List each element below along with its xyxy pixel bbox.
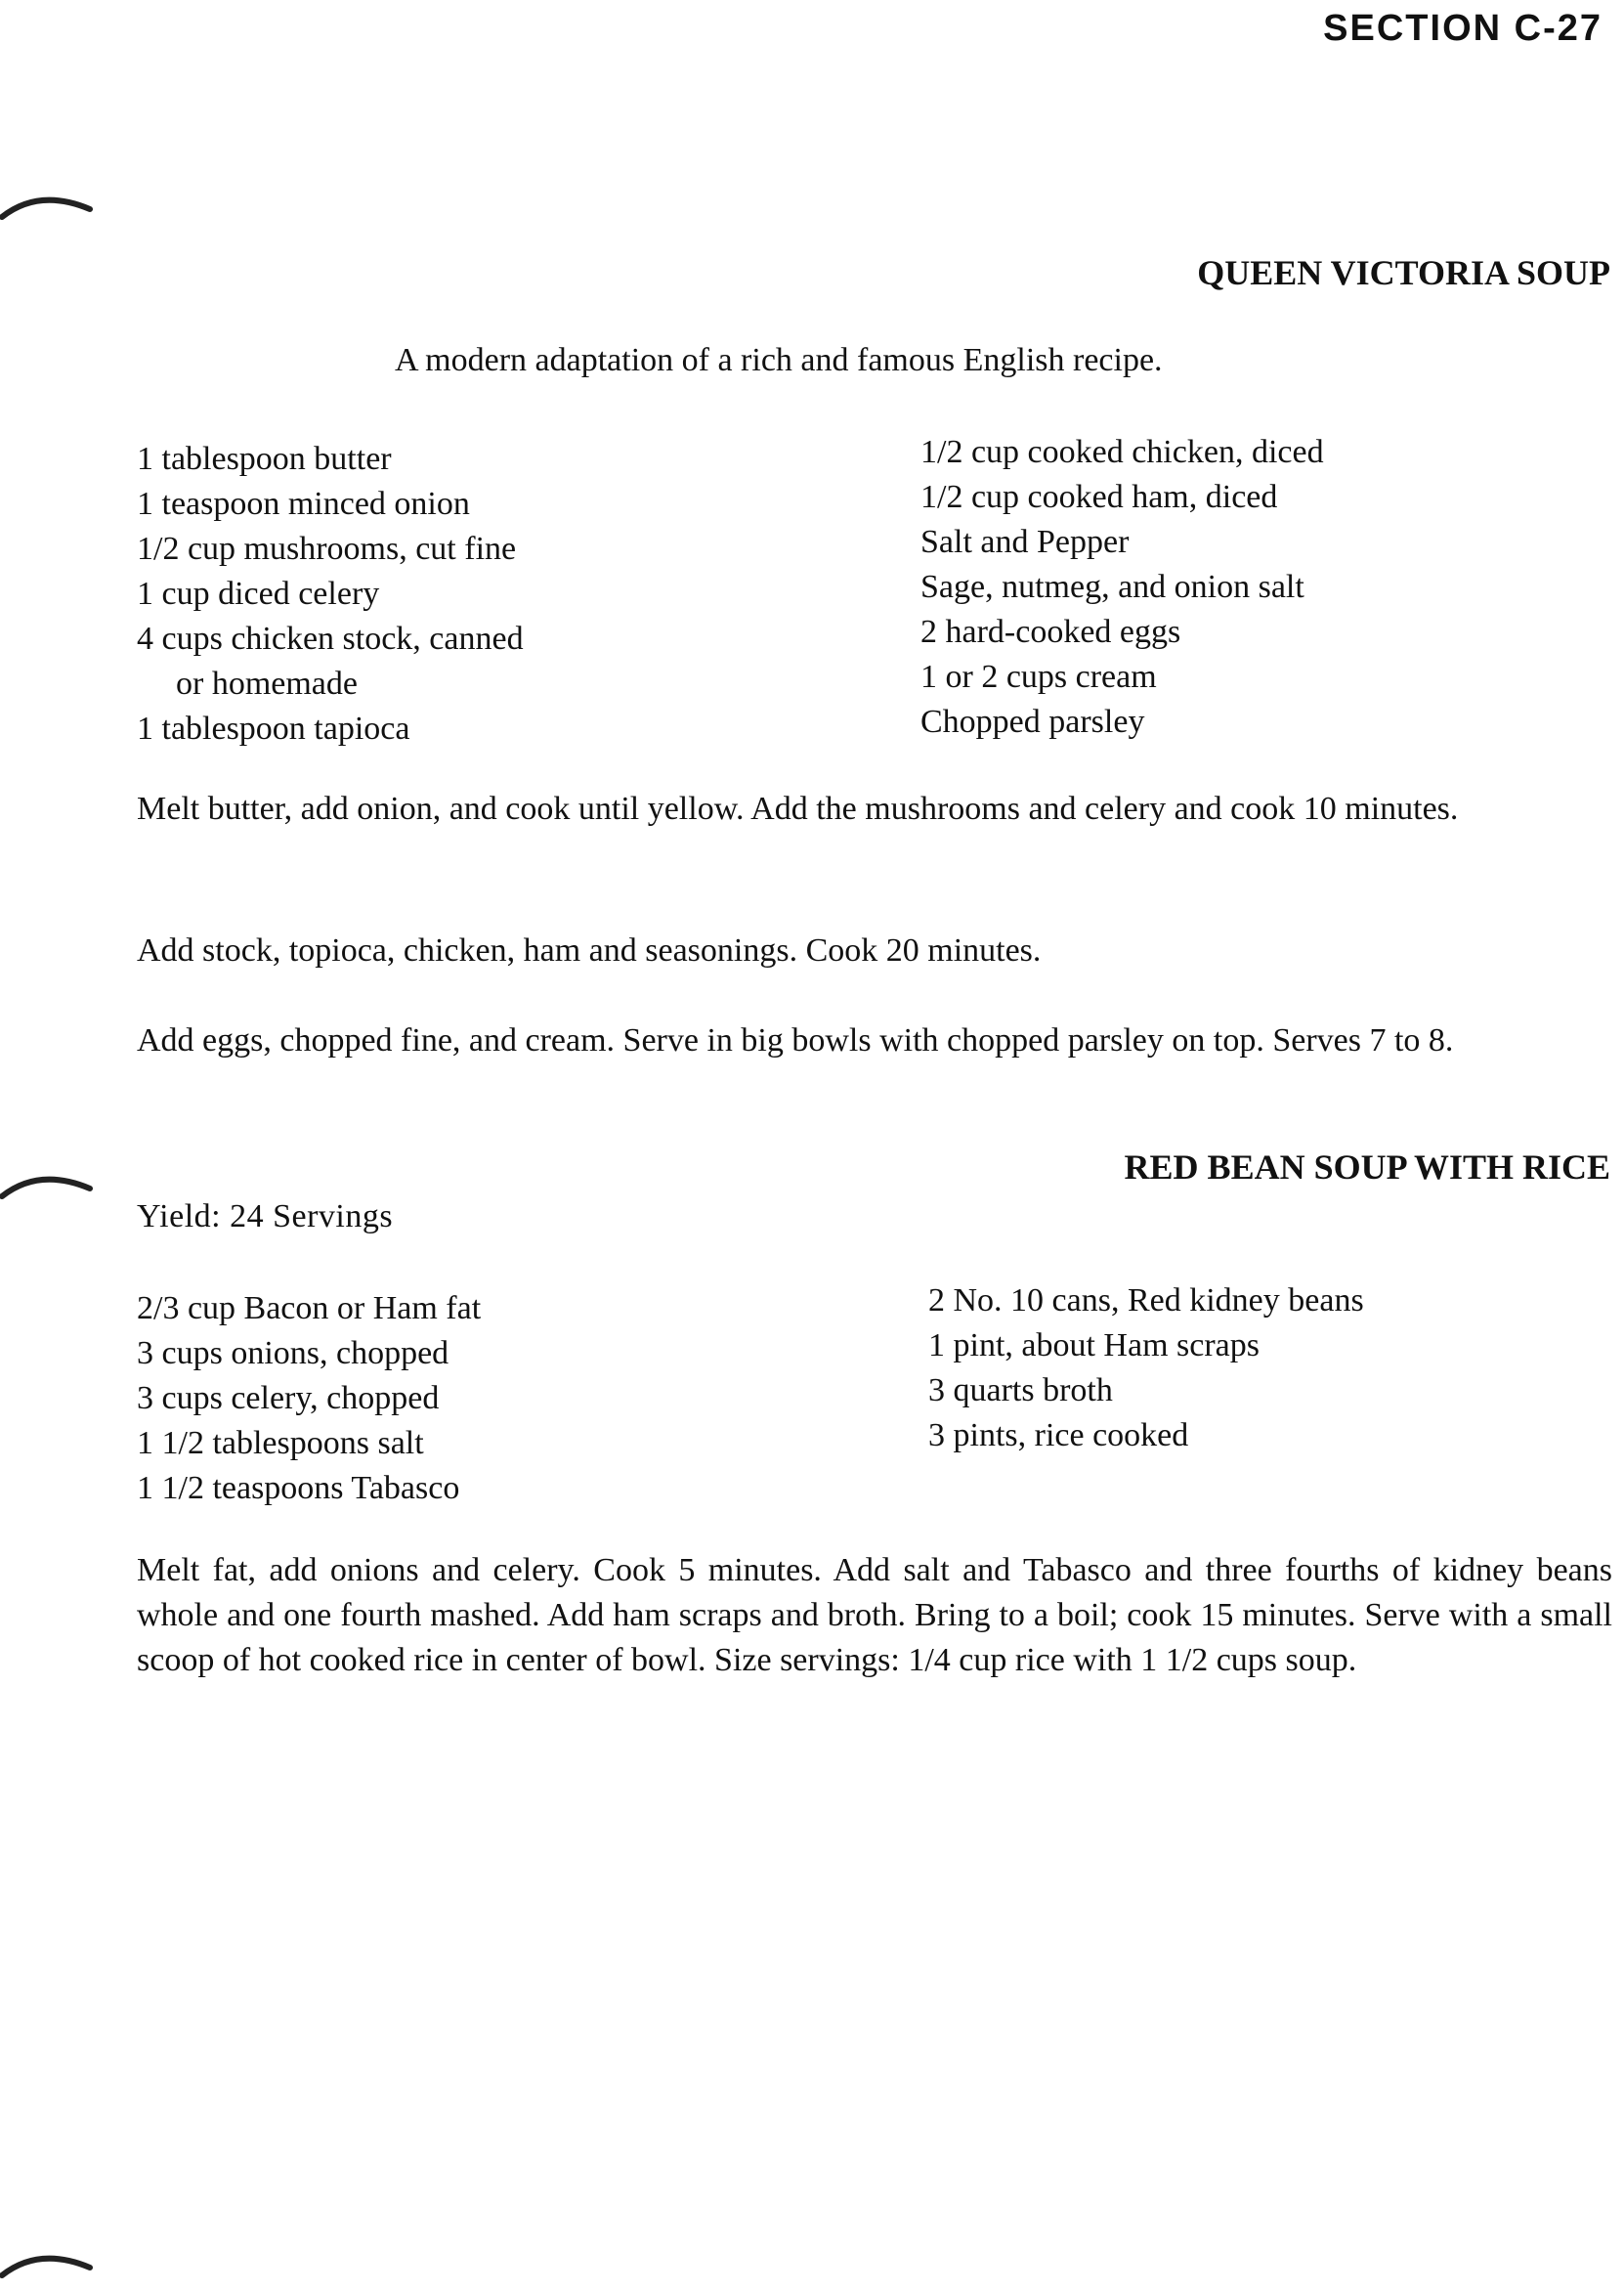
ingredient-item: 2 hard-cooked eggs <box>920 614 1181 650</box>
ingredient-item: 1 cup diced celery <box>137 576 380 612</box>
ingredient-item: 3 cups celery, chopped <box>137 1380 440 1416</box>
ingredients-right-red-bean <box>928 1278 1364 1458</box>
ingredient-item: or homemade <box>176 666 358 702</box>
section-label: SECTION C-27 <box>1323 8 1603 49</box>
directions-paragraph: Melt fat, add onions and celery. Cook 5 minutes. Add salt and Tabasco and three fourths of kidney beans whole and one fourth mashed. Add ham scraps and broth. Bring to a boil; cook 15 minutes. Serve with a small scoop of hot cooked rice in center of bowl. Size servings: 1/4 cup rice with 1 1/2 cups soup. <box>137 1552 1612 1678</box>
ingredient-item: 1 pint, about Ham scraps <box>928 1327 1260 1363</box>
ingredient-item: 1/2 cup cooked chicken, diced <box>920 434 1324 470</box>
ingredient-item: Salt and Pepper <box>920 524 1130 560</box>
ingredient-item: 1 1/2 tablespoons salt <box>137 1425 424 1461</box>
ingredient-item: 1 or 2 cups cream <box>920 659 1157 695</box>
recipe-title-red-bean: RED BEAN SOUP WITH RICE <box>1124 1147 1610 1187</box>
ingredient-item: 1 tablespoon butter <box>137 441 392 477</box>
ingredient-item: 1/2 cup mushrooms, cut fine <box>137 531 517 567</box>
directions-paragraph: Melt butter, add onion, and cook until yellow. Add the mushrooms and celery and cook 10 minutes. <box>137 791 1459 827</box>
ingredients-right-queen-victoria <box>920 430 1324 745</box>
ingredient-item: Chopped parsley <box>920 704 1145 740</box>
ingredient-item: 3 quarts broth <box>928 1372 1113 1408</box>
punch-hole-mark-top <box>0 188 98 227</box>
ingredient-item: 2 No. 10 cans, Red kidney beans <box>928 1282 1364 1319</box>
recipe-title-queen-victoria: QUEEN VICTORIA SOUP <box>1197 253 1610 292</box>
punch-hole-mark-bottom <box>0 2246 98 2285</box>
ingredient-item: 3 pints, rice cooked <box>928 1417 1189 1453</box>
ingredients-left-queen-victoria <box>137 437 524 752</box>
ingredient-item: 1 1/2 teaspoons Tabasco <box>137 1470 460 1506</box>
recipe-intro: A modern adaptation of a rich and famous English recipe. <box>395 342 1163 378</box>
recipe-yield: Yield: 24 Servings <box>137 1198 394 1234</box>
ingredient-item: Sage, nutmeg, and onion salt <box>920 569 1304 605</box>
ingredient-item: 2/3 cup Bacon or Ham fat <box>137 1290 482 1326</box>
ingredient-item: 1/2 cup cooked ham, diced <box>920 479 1278 515</box>
directions-paragraph: Add eggs, chopped fine, and cream. Serve in big bowls with chopped parsley on top. Serves 7 to 8. <box>137 1022 1454 1059</box>
ingredient-item: 3 cups onions, chopped <box>137 1335 449 1371</box>
ingredient-item: 4 cups chicken stock, canned <box>137 621 524 657</box>
punch-hole-mark-middle <box>0 1167 98 1206</box>
ingredient-item: 1 tablespoon tapioca <box>137 711 410 747</box>
ingredients-left-red-bean <box>137 1286 481 1511</box>
directions-paragraph: Add stock, topioca, chicken, ham and seasonings. Cook 20 minutes. <box>137 932 1042 969</box>
ingredient-item: 1 teaspoon minced onion <box>137 486 470 522</box>
